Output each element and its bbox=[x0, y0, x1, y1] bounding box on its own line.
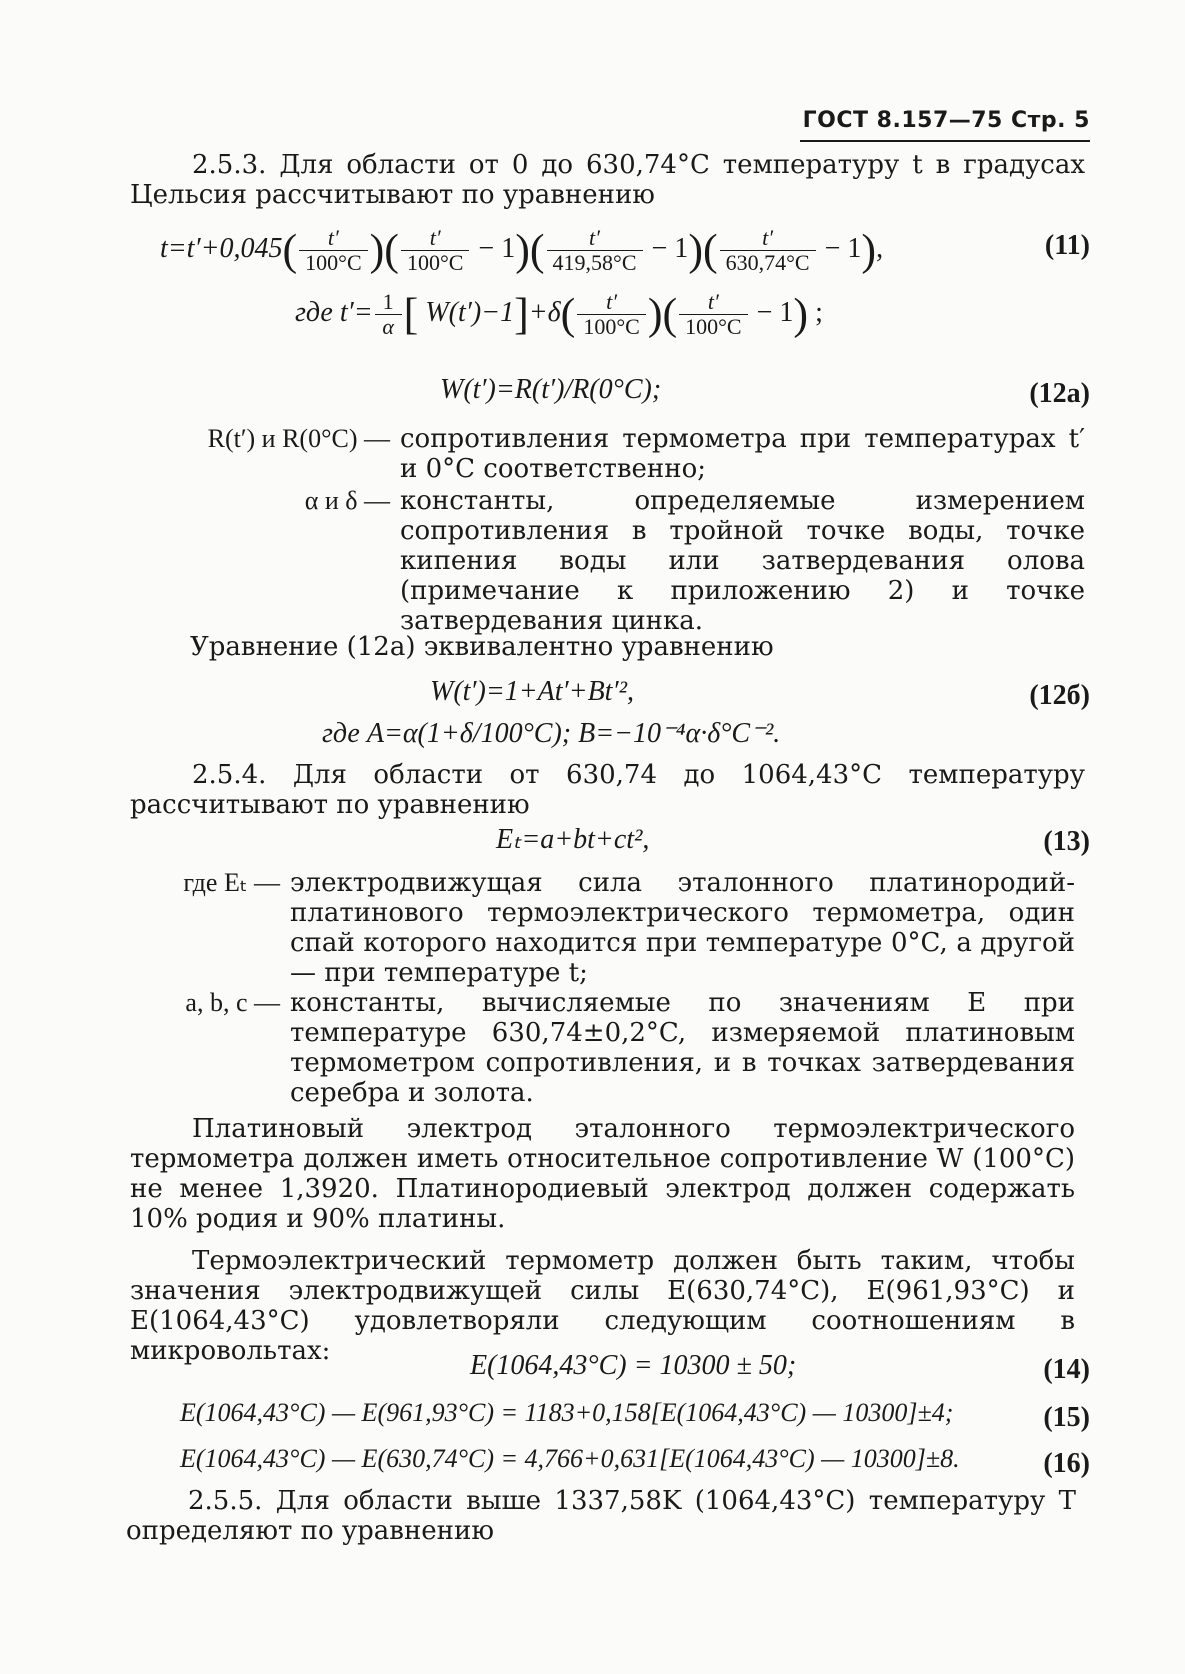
eq11-fraction-2: $\frac{t'}{100^\circ C}$ bbox=[401, 226, 469, 275]
eq12-tail: ; bbox=[815, 296, 823, 328]
eq11-fraction-1: $\frac{t'}{100^\circ C}$ bbox=[299, 226, 367, 275]
paragraph-equivalence: Уравнение (12а) эквивалентно уравнению bbox=[190, 632, 774, 662]
equation-number-14: (14) bbox=[1043, 1354, 1090, 1385]
definition-term: α и δ — bbox=[304, 486, 390, 515]
eq12-bracket-content: W(t′)−1 bbox=[425, 296, 515, 328]
equation-number-12a: (12а) bbox=[1029, 378, 1090, 409]
equation-12b-where bbox=[0, 716, 1185, 766]
eq11-lead: t=t′+0,045 bbox=[160, 232, 283, 264]
eq11-fraction-3: $\frac{t'}{419,58^\circ C}$ bbox=[547, 226, 643, 275]
eq11-minus-one-c: − 1 bbox=[824, 232, 862, 264]
equation-number-13: (13) bbox=[1043, 826, 1090, 857]
eq11-tail: , bbox=[876, 232, 884, 264]
equation-12b-body: W(t′)=1+At′+Bt′², bbox=[430, 676, 634, 707]
equation-13 bbox=[0, 822, 1185, 872]
eq11-minus-one-a: − 1 bbox=[478, 232, 516, 264]
paragraph-2-5-3: 2.5.3. Для области от 0 до 630,74°C температуру t в градусах Цельсия рассчитывают по уравнению bbox=[130, 150, 1085, 210]
equation-13-body: Eₜ=a+bt+ct², bbox=[496, 824, 650, 855]
paragraph-thermoelectric: Термоэлектрический термометр должен быть таким, чтобы значения электродвижущей силы E(630,74°C), E(961,93°C) и E(1064,43°C) удовлетворяли следующим соотношениям в микровольтах: bbox=[130, 1246, 1075, 1366]
definition-desc: электродвижущая сила эталонного платинородий-платинового термоэлектрического термометра, один спай которого находится при температуре 0°C, а другой — при температуре t; bbox=[290, 868, 1075, 988]
eq12-plus-delta: +δ bbox=[528, 296, 561, 328]
equation-12a bbox=[0, 374, 1185, 424]
page-header: ГОСТ 8.157—75 Стр. 5 bbox=[802, 108, 1090, 133]
eq11-minus-one-b: − 1 bbox=[651, 232, 689, 264]
equation-number-15: (15) bbox=[1043, 1402, 1090, 1433]
equation-12b-where-body: где A=α(1+δ/100°C); B=−10⁻⁴α·δ°C⁻². bbox=[322, 718, 781, 749]
definition-desc: константы, вычисляемые по значениям E при температуре 630,74±0,2°C, измеряемой платиновым термометром сопротивления, и в точках затвердевания серебра и золота. bbox=[290, 988, 1075, 1108]
definition-term: где Eₜ — bbox=[183, 868, 280, 897]
equation-number-12b: (12б) bbox=[1029, 680, 1090, 711]
paragraph-2-5-5: 2.5.5. Для области выше 1337,58K (1064,43°C) температуру T определяют по уравнению bbox=[126, 1486, 1076, 1546]
eq11-fraction-4: $\frac{t'}{630,74^\circ C}$ bbox=[720, 226, 816, 275]
equation-14 bbox=[0, 1350, 1185, 1400]
paragraph-platinum-electrode: Платиновый электрод эталонного термоэлектрического термометра должен иметь относительное сопротивление W (100°C) не менее 1,3920. Платинородиевый электрод должен содержать 10% родия и 90% платины. bbox=[130, 1114, 1075, 1234]
eq12-fraction-1: $\frac{t'}{100^\circ C}$ bbox=[577, 290, 645, 339]
definition-desc: константы, определяемые измерением сопротивления в тройной точке воды, точке кипения воды или затвердевания олова (примечание к приложению 2) и точке затвердевания цинка. bbox=[400, 486, 1085, 636]
definition-desc: сопротивления термометра при температурах t′ и 0°C соответственно; bbox=[400, 424, 1085, 484]
equation-11: t=t′+0,045( $\frac{t'}{100^\circ C}$ )( $\frac{t'}{100^\circ C}$ − 1)( $\frac{t'}{419,58^\circ C}$ − 1)( $\frac{t'}{630,74^\circ C}$ − 1), (11) bbox=[160, 225, 1090, 275]
eq12-minus-one: − 1 bbox=[756, 296, 794, 328]
equation-15-body: E(1064,43°C) — E(961,93°C) = 1183+0,158[E(1064,43°C) — 10300]±4; bbox=[180, 1398, 954, 1427]
eq12-one-over-alpha: $\frac{1}{\alpha}$ bbox=[375, 290, 402, 339]
equation-number-11: (11) bbox=[1044, 230, 1090, 261]
header-rule bbox=[800, 140, 1090, 142]
equation-15 bbox=[0, 1398, 1185, 1448]
definition-term: a, b, c — bbox=[185, 988, 280, 1017]
equation-12a-body: W(t′)=R(t′)/R(0°C); bbox=[440, 374, 662, 405]
equation-16-body: E(1064,43°C) — E(630,74°C) = 4,766+0,631[E(1064,43°C) — 10300]±8. bbox=[180, 1444, 960, 1473]
eq12-fraction-2: $\frac{t'}{100^\circ C}$ bbox=[679, 290, 747, 339]
definition-term: R(t′) и R(0°C) — bbox=[207, 424, 390, 453]
equation-number-16: (16) bbox=[1043, 1448, 1090, 1479]
eq12-where: где t′= bbox=[295, 296, 373, 328]
equation-12: где t′= $\frac{1}{\alpha}$ [ W(t′)−1]+δ( $\frac{t'}{100^\circ C}$ )( $\frac{t'}{100^\circ C}$ − 1) ; bbox=[295, 289, 823, 339]
equation-14-body: E(1064,43°C) = 10300 ± 50; bbox=[470, 1350, 797, 1381]
paragraph-2-5-4: 2.5.4. Для области от 630,74 до 1064,43°C температуру рассчитывают по уравнению bbox=[130, 760, 1085, 820]
